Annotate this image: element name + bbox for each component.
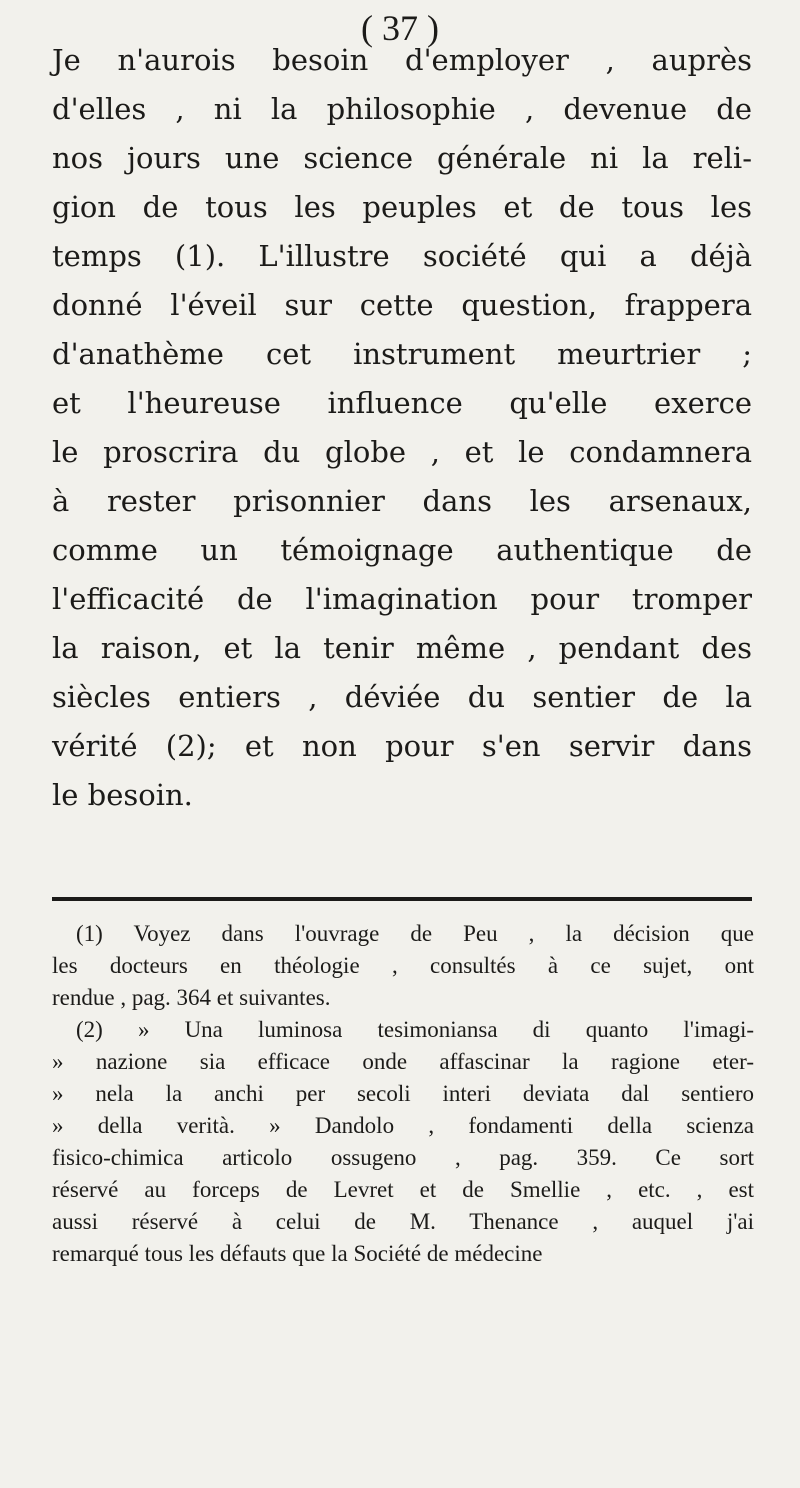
footnote-line: les docteurs en théologie , consultés à ce sujet, ont	[52, 953, 754, 978]
footnote-line: » della verità. » Dandolo , fondamenti della scienza	[52, 1113, 754, 1138]
page-number: ( 37 )	[361, 8, 439, 48]
body-text	[52, 36, 752, 820]
body-line: à rester prisonnier dans les arsenaux,	[52, 484, 752, 518]
footnote-line: réservé au forceps de Levret et de Smellie , etc. , est	[52, 1177, 754, 1202]
body-line: d'anathème cet instrument meurtrier ;	[52, 337, 752, 371]
body-line: donné l'éveil sur cette question, frappera	[52, 288, 752, 322]
footnote-line: » nazione sia efficace onde affascinar la ragione eter-	[52, 1049, 754, 1074]
body-line: Je n'aurois besoin d'employer , auprès	[52, 43, 752, 77]
body-line: gion de tous les peuples et de tous les	[52, 190, 752, 224]
body-line: temps (1). L'illustre société qui a déjà	[52, 239, 752, 273]
footnote-line: fisico-chimica articolo ossugeno , pag. 359. Ce sort	[52, 1145, 754, 1170]
footnotes	[52, 918, 754, 1270]
footnote-line: (1) Voyez dans l'ouvrage de Peu , la décision que	[76, 921, 754, 946]
footnote-line: » nela la anchi per secoli interi deviata dal sentiero	[52, 1081, 754, 1106]
body-line: et l'heureuse influence qu'elle exerce	[52, 386, 752, 420]
body-line: comme un témoignage authentique de	[52, 533, 752, 567]
body-line: d'elles , ni la philosophie , devenue de	[52, 92, 752, 126]
footnote-divider	[52, 897, 752, 901]
body-line: vérité (2); et non pour s'en servir dans	[52, 729, 752, 763]
body-line: nos jours une science générale ni la reli-	[52, 141, 752, 175]
footnote-line: (2) » Una luminosa tesimoniansa di quanto l'imagi-	[76, 1017, 754, 1042]
body-line: l'efficacité de l'imagination pour tromper	[52, 582, 752, 616]
body-line: le proscrira du globe , et le condamnera	[52, 435, 752, 469]
footnote-line: rendue , pag. 364 et suivantes.	[52, 985, 331, 1010]
body-line: le besoin.	[52, 778, 193, 812]
footnote-line: remarqué tous les défauts que la Société de médecine	[52, 1241, 543, 1266]
body-line: la raison, et la tenir même , pendant des	[52, 631, 752, 665]
footnote-line: aussi réservé à celui de M. Thenance , auquel j'ai	[52, 1209, 754, 1234]
body-line: siècles entiers , déviée du sentier de la	[52, 680, 752, 714]
